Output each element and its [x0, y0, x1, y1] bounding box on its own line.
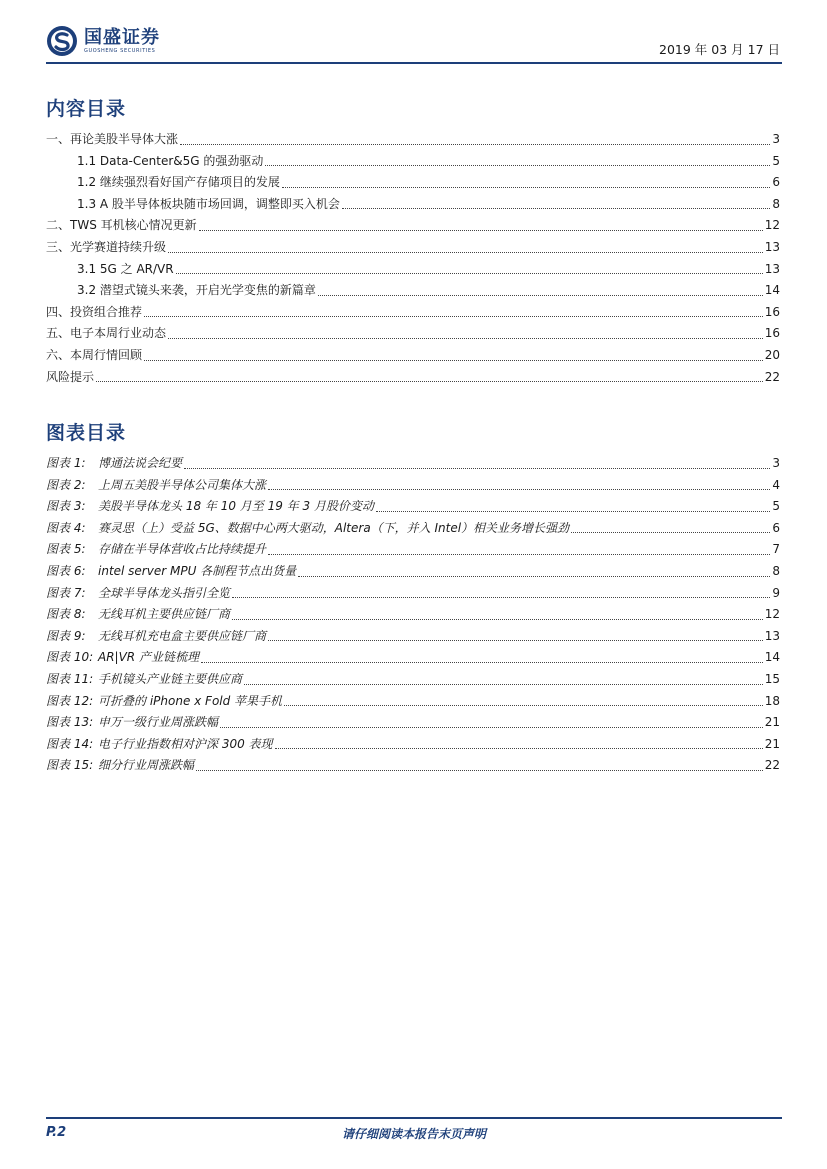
logo-chinese-name: 国盛证券 — [84, 26, 160, 48]
leader-dots — [275, 747, 763, 749]
logo-english-name: GUOSHENG SECURITIES — [84, 47, 156, 54]
figure-page: 12 — [764, 607, 780, 622]
toc-entry-title: 六、本周行情回顾 — [46, 347, 143, 362]
figure-entry[interactable] — [46, 518, 780, 540]
page-footer — [46, 1117, 782, 1149]
figures-list — [46, 453, 780, 777]
company-logo — [46, 24, 160, 58]
figure-page: 7 — [772, 542, 780, 557]
toc-entry-page: 5 — [772, 153, 780, 168]
leader-dots — [220, 726, 763, 728]
toc-entry-page: 22 — [764, 369, 780, 384]
figure-label: 图表 8: — [46, 607, 86, 622]
figure-label: 图表 4: — [46, 520, 86, 535]
leader-dots — [268, 639, 763, 641]
leader-dots — [268, 488, 770, 490]
figures-title: 图表目录 — [46, 422, 127, 444]
toc-entry-title: 五、电子本周行业动态 — [46, 326, 167, 341]
figure-label: 图表 5: — [46, 542, 86, 557]
toc-title: 内容目录 — [46, 98, 127, 120]
toc-entry-title: 风险提示 — [46, 369, 95, 384]
toc-entry-page: 12 — [764, 218, 780, 233]
figure-entry[interactable] — [46, 691, 780, 713]
toc-entry[interactable] — [46, 323, 780, 345]
page-number: P.2 — [46, 1125, 67, 1140]
toc-entry-page: 13 — [764, 261, 780, 276]
figure-title: 赛灵思（上）受益 5G、数据中心两大驱动，Altera（下，并入 Intel）相关业务增长强劲 — [98, 520, 570, 535]
toc-entry[interactable] — [46, 280, 780, 302]
figure-entry[interactable] — [46, 626, 780, 648]
figure-page: 21 — [764, 715, 780, 730]
figure-title: 细分行业周涨跌幅 — [98, 758, 195, 773]
leader-dots — [318, 294, 763, 296]
leader-dots — [168, 251, 763, 253]
leader-dots — [232, 618, 763, 620]
figure-entry[interactable] — [46, 669, 780, 691]
toc-entry-title: 四、投资组合推荐 — [46, 304, 143, 319]
leader-dots — [184, 467, 770, 469]
figure-page: 9 — [772, 585, 780, 600]
toc-entry-page: 3 — [772, 132, 780, 146]
figure-label: 图表 2: — [46, 477, 86, 492]
figure-title: intel server MPU 各制程节点出货量 — [98, 563, 297, 578]
figure-page: 5 — [772, 499, 780, 514]
figure-page: 13 — [764, 628, 780, 643]
figure-entry[interactable] — [46, 583, 780, 605]
figure-label: 图表 15: — [46, 758, 94, 773]
leader-dots — [168, 337, 763, 339]
figure-title: 博通法说会纪要 — [98, 456, 183, 470]
figure-label: 图表 14: — [46, 736, 94, 751]
figure-title: 电子行业指数相对沪深 300 表现 — [98, 736, 273, 751]
company-logo-icon — [46, 25, 78, 57]
report-date: 2019 年 03 月 17 日 — [659, 42, 780, 57]
leader-dots — [342, 207, 770, 209]
figure-label: 图表 10: — [46, 650, 94, 665]
toc-entry-page: 16 — [764, 326, 780, 341]
page-header — [46, 22, 782, 64]
toc-entry-page: 8 — [772, 196, 780, 211]
figure-title: AR|VR 产业链梳理 — [98, 650, 199, 665]
toc-entry[interactable] — [46, 215, 780, 237]
figure-label: 图表 11: — [46, 671, 94, 686]
figure-page: 4 — [772, 477, 780, 492]
toc-entry[interactable] — [46, 151, 780, 173]
toc-entry-page: 13 — [764, 239, 780, 254]
leader-dots — [244, 683, 763, 685]
figure-title: 美股半导体龙头 18 年 10 月至 19 年 3 月股价变动 — [98, 499, 374, 514]
figure-title: 全球半导体龙头指引全览 — [98, 585, 231, 600]
leader-dots — [571, 531, 770, 533]
figure-entry[interactable] — [46, 539, 780, 561]
toc-entry-title: 三、光学赛道持续升级 — [46, 239, 167, 254]
toc-entry-title: 1.3 A 股半导体板块随市场回调，调整即买入机会 — [77, 196, 340, 211]
toc-entry-title: 二、TWS 耳机核心情况更新 — [46, 218, 197, 233]
toc-entry-page: 16 — [764, 304, 780, 319]
toc-entry[interactable] — [46, 237, 780, 259]
figure-entry[interactable] — [46, 561, 780, 583]
figure-entry[interactable] — [46, 475, 780, 497]
leader-dots — [376, 510, 770, 512]
figure-page: 14 — [764, 650, 780, 665]
toc-entry[interactable] — [46, 194, 780, 216]
toc-entry-title: 一、再论美股半导体大涨 — [46, 132, 179, 146]
leader-dots — [96, 380, 763, 382]
figure-title: 手机镜头产业链主要供应商 — [98, 671, 243, 686]
leader-dots — [196, 769, 763, 771]
figure-label: 图表 9: — [46, 628, 86, 643]
footer-disclaimer: 请仔细阅读本报告末页声明 — [341, 1127, 486, 1141]
figure-title: 上周五美股半导体公司集体大涨 — [98, 477, 267, 492]
leader-dots — [180, 143, 770, 145]
figure-label: 图表 7: — [46, 585, 86, 600]
figure-page: 18 — [764, 693, 780, 708]
figure-page: 22 — [764, 758, 780, 773]
leader-dots — [268, 553, 770, 555]
figure-entry[interactable] — [46, 712, 780, 734]
toc-entry-title: 1.2 继续强烈看好国产存储项目的发展 — [77, 175, 280, 190]
leader-dots — [176, 272, 763, 274]
figure-title: 存储在半导体营收占比持续提升 — [98, 542, 267, 557]
leader-dots — [201, 661, 763, 663]
leader-dots — [232, 596, 770, 598]
toc-entry[interactable] — [46, 367, 780, 389]
figure-entry[interactable] — [46, 453, 780, 475]
figure-page: 21 — [764, 736, 780, 751]
figure-entry[interactable] — [46, 734, 780, 756]
figure-title: 申万一级行业周涨跌幅 — [98, 715, 219, 730]
toc-entry-page: 6 — [772, 175, 780, 190]
figure-label: 图表 3: — [46, 499, 86, 514]
figure-page: 3 — [772, 456, 780, 470]
toc-entry[interactable] — [46, 129, 780, 151]
figure-title: 无线耳机主要供应链厂商 — [98, 607, 231, 622]
figure-label: 图表 6: — [46, 563, 86, 578]
figure-entry[interactable] — [46, 755, 780, 777]
figure-page: 8 — [772, 563, 780, 578]
figure-entry[interactable] — [46, 496, 780, 518]
leader-dots — [298, 575, 770, 577]
leader-dots — [144, 315, 763, 317]
figure-entry[interactable] — [46, 604, 780, 626]
toc-entry-title: 3.1 5G 之 AR/VR — [77, 261, 174, 276]
figure-page: 6 — [772, 520, 780, 535]
figure-title: 无线耳机充电盒主要供应链厂商 — [98, 628, 267, 643]
toc-entry-title: 3.2 潜望式镜头来袭，开启光学变焦的新篇章 — [77, 283, 316, 298]
toc-entry[interactable] — [46, 345, 780, 367]
toc-entry-page: 20 — [764, 347, 780, 362]
toc-entry-title: 1.1 Data-Center&5G 的强劲驱动 — [77, 153, 264, 168]
leader-dots — [282, 186, 770, 188]
figure-entry[interactable] — [46, 647, 780, 669]
figure-label: 图表 1: — [46, 456, 86, 470]
figure-title: 可折叠的 iPhone x Fold 苹果手机 — [98, 693, 283, 708]
leader-dots — [284, 704, 763, 706]
contents-list — [46, 129, 780, 388]
figure-page: 15 — [764, 671, 780, 686]
toc-entry[interactable] — [46, 302, 780, 324]
leader-dots — [265, 164, 770, 166]
toc-entry-page: 14 — [764, 283, 780, 298]
figure-label: 图表 13: — [46, 715, 94, 730]
leader-dots — [144, 359, 763, 361]
toc-entry[interactable] — [46, 259, 780, 281]
leader-dots — [199, 229, 763, 231]
figure-label: 图表 12: — [46, 693, 94, 708]
toc-entry[interactable] — [46, 172, 780, 194]
